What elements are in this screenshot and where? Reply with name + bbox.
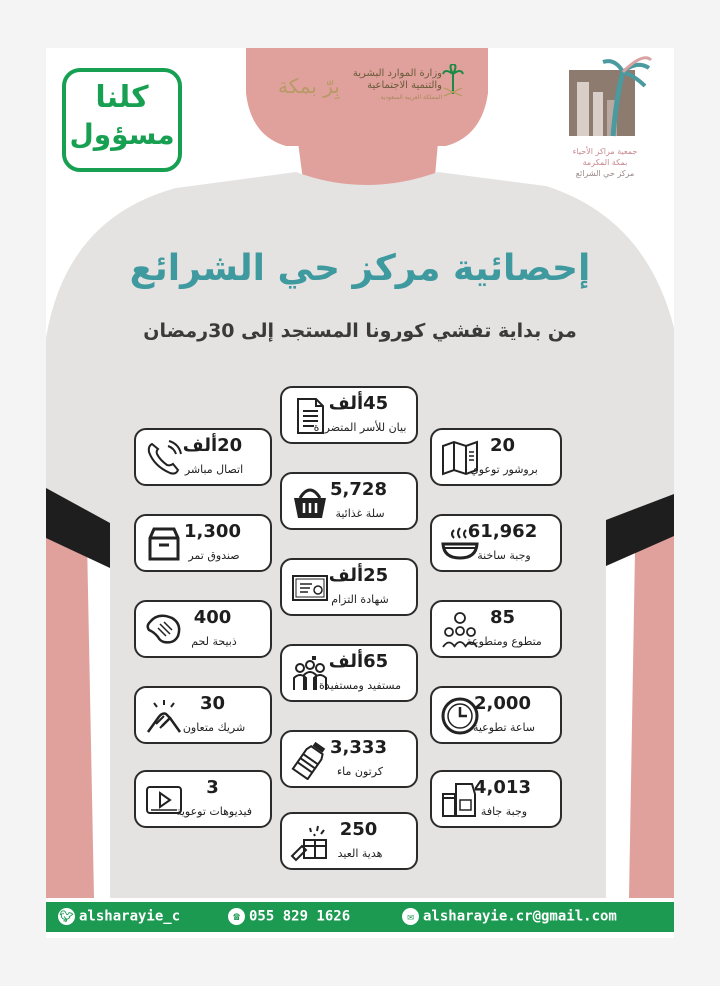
stat-card-eid-gifts: [280, 812, 418, 870]
stat-label: اتصال مباشر: [184, 463, 244, 476]
twitter-contact[interactable]: [58, 908, 180, 925]
association-line3: مركز حي الشرائع: [575, 169, 635, 178]
stat-card-water-cartons: [280, 730, 418, 788]
stat-label: بروشور توعوي: [470, 463, 538, 476]
stat-label: شهادة التزام: [331, 593, 389, 606]
email-icon: ✉: [402, 908, 419, 925]
stat-label: بيان للأسر المتضررة: [313, 421, 407, 434]
stat-value: 20ألف: [182, 435, 243, 456]
stat-label: مستفيد ومستفيدة: [319, 679, 401, 692]
stat-value: 5,728: [330, 479, 387, 500]
stat-card-volunteers: [430, 600, 562, 658]
ministry-logo: [274, 60, 464, 116]
stat-card-brochures: [430, 428, 562, 486]
page-subtitle: من بداية تفشي كورونا المستجد إلى 30رمضان: [143, 320, 577, 342]
stat-card-certificates: [280, 558, 418, 616]
phone-icon: ☎: [228, 908, 245, 925]
stat-label: متطوع ومتطوعة: [466, 635, 542, 648]
twitter-handle: alsharayie_c: [79, 908, 181, 925]
association-emblem-icon: [557, 52, 653, 142]
stat-card-food-baskets: [280, 472, 418, 530]
stat-label: ذبيحة لحم: [191, 635, 237, 648]
stat-label: هدية العيد: [337, 847, 383, 860]
ministry-line3: المملكة العربية السعودية: [380, 94, 442, 101]
stat-card-volunteer-hours: [430, 686, 562, 744]
page-title: إحصائية مركز حي الشرائع: [129, 248, 591, 289]
stat-card-beneficiaries: [280, 644, 418, 702]
stat-label: ساعة تطوعية: [472, 721, 536, 734]
stat-value: 1,300: [184, 521, 241, 542]
phone-contact[interactable]: [228, 908, 350, 925]
ministry-line1: وزارة الموارد البشرية: [352, 68, 442, 79]
stat-value: 4,013: [474, 777, 531, 798]
poster: [46, 48, 674, 938]
stat-value: 61,962: [467, 521, 538, 542]
stat-label: وجبة جافة: [480, 805, 528, 818]
stat-label: وجبة ساخنة: [477, 549, 531, 562]
stat-value: 400: [193, 607, 232, 628]
stat-label: كرتون ماء: [336, 765, 384, 778]
stat-card-hot-meals: [430, 514, 562, 572]
email-address: alsharayie.cr@gmail.com: [423, 908, 617, 925]
campaign-logo-line2: مسؤول: [69, 118, 175, 151]
stat-value: 30: [199, 693, 226, 714]
stat-card-meat: [134, 600, 272, 658]
campaign-logo: [62, 68, 182, 172]
association-logo: [550, 52, 660, 192]
palm-swords-icon: [442, 64, 464, 98]
stat-value: 250: [339, 819, 378, 840]
twitter-icon: 🐦︎: [59, 910, 74, 923]
stat-label: صندوق تمر: [188, 549, 240, 562]
stat-card-date-boxes: [134, 514, 272, 572]
campaign-logo-line1: كلنا: [95, 80, 149, 115]
stat-label: فيديوهات توعوية: [175, 805, 253, 818]
contact-footer: [46, 902, 674, 932]
ministry-name: [342, 68, 442, 104]
stat-value: 85: [489, 607, 516, 628]
email-contact[interactable]: [402, 908, 617, 925]
association-line1: جمعية مراكز الأحياء: [572, 147, 638, 156]
stat-value: 20: [489, 435, 516, 456]
stat-value: 3: [206, 777, 219, 798]
stat-value: 65ألف: [328, 651, 389, 672]
stat-card-partners: [134, 686, 272, 744]
ministry-line2: والتنمية الاجتماعية: [367, 80, 442, 91]
stat-value: 25ألف: [328, 565, 389, 586]
stat-value: 2,000: [474, 693, 531, 714]
stat-value: 3,333: [330, 737, 387, 758]
stat-card-dry-meals: [430, 770, 562, 828]
stat-card-videos: [134, 770, 272, 828]
stat-card-family-statements: [280, 386, 418, 444]
bir-logo-text: بِرّ بمكة: [278, 74, 340, 98]
stat-label: سلة غذائية: [335, 507, 385, 520]
stat-value: 45ألف: [328, 393, 389, 414]
association-line2: بمكة المكرمة: [582, 158, 628, 167]
stat-card-direct-calls: [134, 428, 272, 486]
phone-number: 055 829 1626: [249, 908, 351, 925]
stat-label: شريك متعاون: [182, 721, 246, 734]
